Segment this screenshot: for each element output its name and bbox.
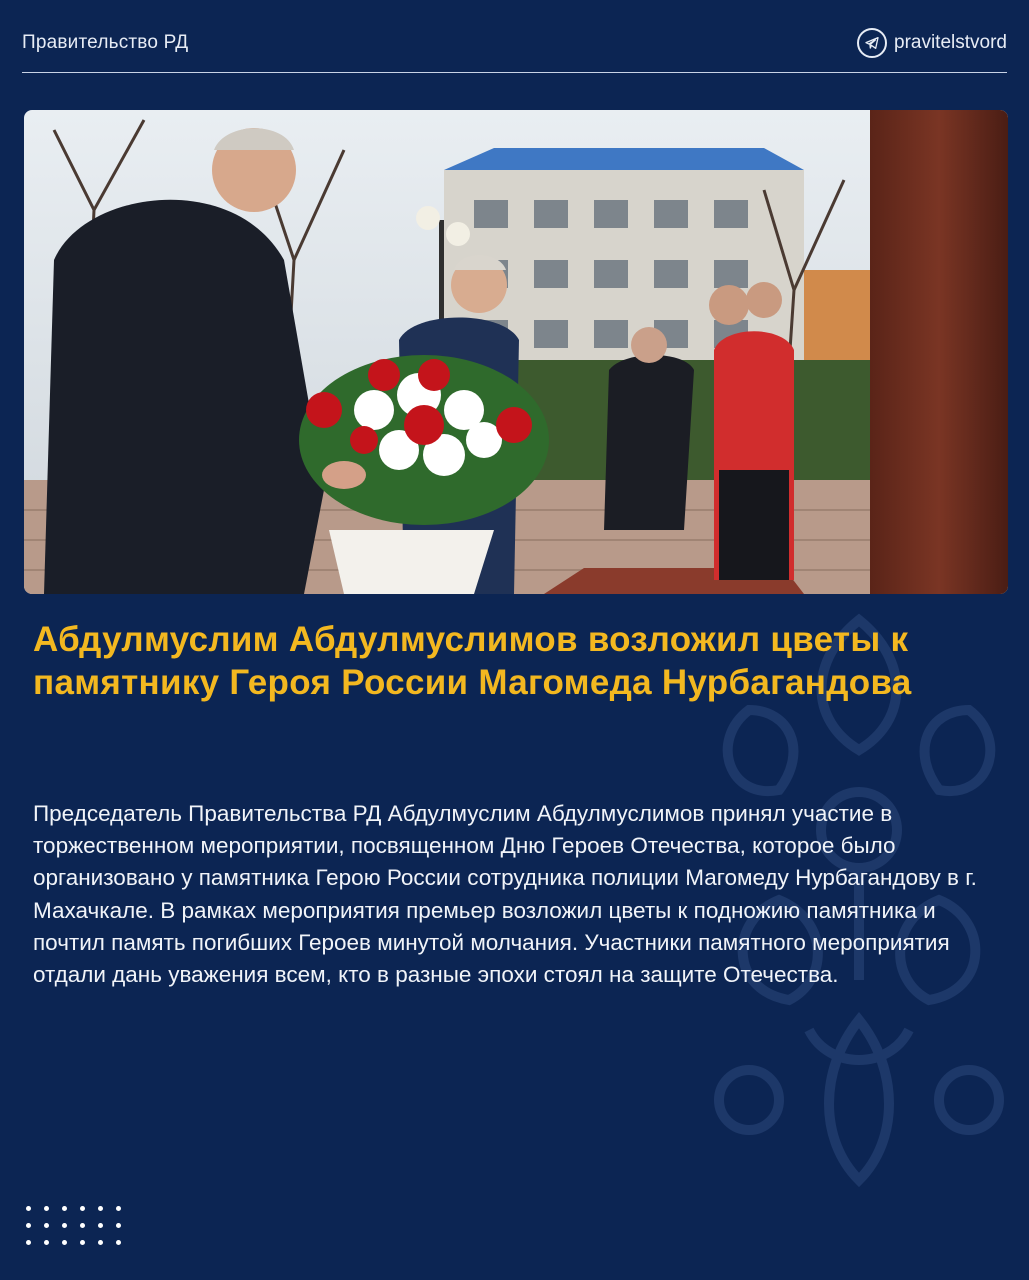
telegram-icon — [857, 28, 887, 58]
event-photo — [24, 110, 1008, 594]
org-name: Правительство РД — [22, 32, 189, 53]
article-body: Председатель Правительства РД Абдулмуслим Абдулмуслимов принял участие в торжественном мероприятии, посвященном Дню Героев Отечества, которое было организовано у памятника Герою России сотрудника полиции Магомеду Нурбагандову в г. Махачкале. В рамках мероприятия премьер возложил цветы к подножию памятника и почтил память погибших Героев минутой молчания. Участники памятного мероприятия отдали дань уважения всем, кто в разные эпохи стоял на защите Отечества. — [33, 801, 977, 988]
event-photo-illustration — [24, 110, 1008, 594]
dots-decoration — [26, 1206, 126, 1250]
headline: Абдулмуслим Абдулмуслимов возложил цветы к памятнику Героя России Магомеда Нурбагандова — [33, 620, 912, 702]
header — [22, 26, 1007, 73]
channel-link[interactable] — [857, 28, 1007, 58]
channel-name: pravitelstvord — [894, 32, 1007, 53]
